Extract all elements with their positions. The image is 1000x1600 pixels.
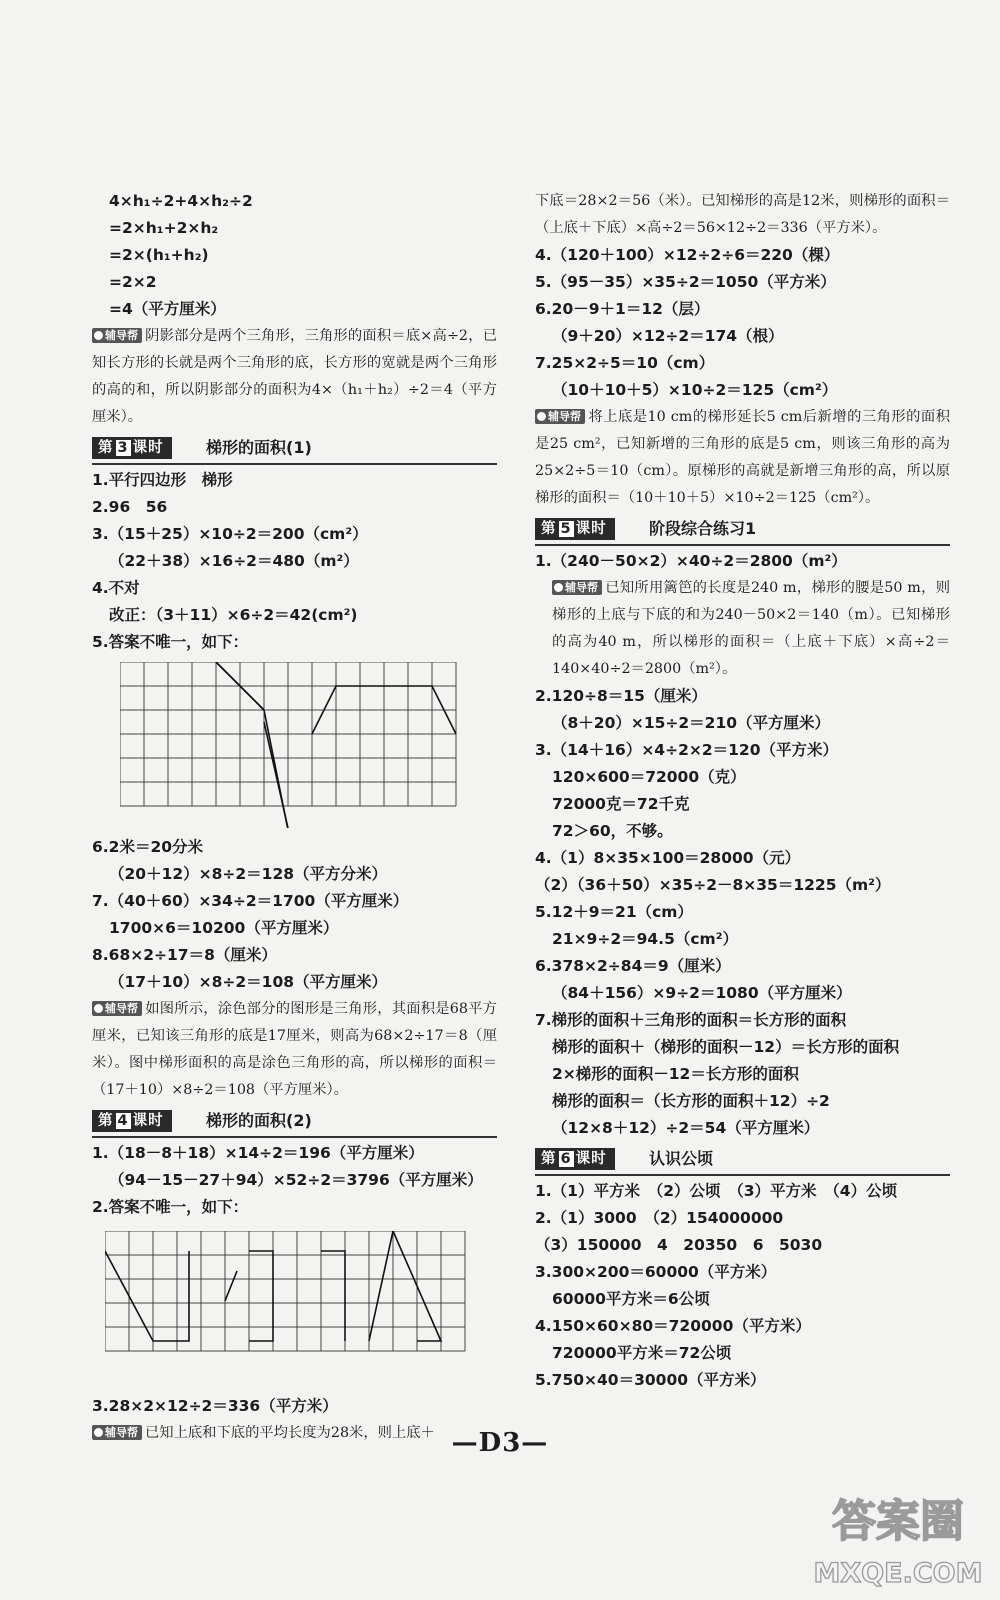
answer-line: 4×h₁÷2+4×h₂÷2 xyxy=(109,192,253,210)
tutor-icon xyxy=(537,412,546,421)
lesson3-answers xyxy=(92,467,497,656)
answer-line: 6.20－9＋1＝12（层） xyxy=(535,300,710,318)
left-column xyxy=(92,188,497,1447)
answer-line: 4.不对 xyxy=(92,579,140,597)
answer-line: 72000克＝72千克 xyxy=(552,795,690,813)
answer-line: （20＋12）×8÷2＝128（平方分米） xyxy=(109,865,388,883)
answer-line: （12×8＋12）÷2＝54（平方厘米） xyxy=(552,1119,820,1137)
lesson-header-4: 第 4 课时 梯形的面积(2) xyxy=(92,1107,497,1138)
tutor-note: 辅导帮 阴影部分是两个三角形，三角形的面积＝底×高÷2，已知长方形的长就是两个三角形的底，长方形的宽就是两个三角形的高的和，所以阴影部分的面积为4×（h₁＋h₂）÷2＝4（平方厘米）。 xyxy=(92,328,497,425)
answer-line: 6.2米＝20分米 xyxy=(92,838,204,856)
answer-line: 7.（40＋60）×34÷2＝1700（平方厘米） xyxy=(92,892,409,910)
answer-line: 120×600＝72000（克） xyxy=(552,768,746,786)
answer-line: 2.96 56 xyxy=(92,498,168,516)
tutor-tag: 辅导帮 xyxy=(92,1001,142,1016)
answer-line: 5.12＋9＝21（cm） xyxy=(535,903,693,921)
answer-line: 7.25×2÷5＝10（cm） xyxy=(535,354,715,372)
tutor-tag: 辅导帮 xyxy=(552,580,602,595)
lesson4-answers-b xyxy=(92,1393,497,1420)
answer-line: 2.答案不唯一，如下： xyxy=(92,1198,249,1216)
tutor-note: 辅导帮 将上底是10 cm的梯形延长5 cm后新增的三角形的面积是25 cm²，已知新增的三角形的底是5 cm，则该三角形的高为25×2÷5＝10（cm）。原梯形的高就是新增三角形的高，所以原梯形的面积＝（10＋10＋5）×10÷2＝125（cm²）。 xyxy=(535,409,950,506)
tutor-tag: 辅导帮 xyxy=(92,1425,142,1440)
answer-line: 5.750×40＝30000（平方米） xyxy=(535,1371,766,1389)
answer-line: 1700×6＝10200（平方厘米） xyxy=(109,919,339,937)
page-number: —D3— xyxy=(451,1428,549,1458)
tutor-note: 辅导帮 已知上底和下底的平均长度为28米，则上底＋ xyxy=(92,1420,497,1447)
answer-line: 1.（240－50×2）×40÷2＝2800（m²） xyxy=(535,552,847,570)
answer-line: =2×h₁+2×h₂ xyxy=(109,219,219,237)
trapezoid-grid-2 xyxy=(105,1231,467,1381)
answer-line: （22＋38）×16÷2＝480（m²） xyxy=(109,552,359,570)
answer-line: 60000平方米＝6公顷 xyxy=(552,1290,710,1308)
answer-line: 3.28×2×12÷2＝336（平方米） xyxy=(92,1397,338,1415)
answer-line: （94－15－27＋94）×52÷2＝3796（平方厘米） xyxy=(109,1171,483,1189)
grid-figure-2 xyxy=(92,1221,497,1393)
svg-text:MXQE.COM: MXQE.COM xyxy=(813,1558,983,1589)
answer-line: 8.68×2÷17＝8（厘米） xyxy=(92,946,277,964)
tutor-icon xyxy=(94,331,103,340)
answer-line: 2.（1）3000 （2）154000000 xyxy=(535,1209,784,1227)
watermark-logo xyxy=(810,1484,985,1592)
tutor-icon xyxy=(94,1004,103,1013)
answer-line: （17＋10）×8÷2＝108（平方厘米） xyxy=(109,973,388,991)
trapezoid-grid-1 xyxy=(120,662,465,828)
tutor-icon xyxy=(554,583,563,592)
answer-line: 4.（1）8×35×100＝28000（元） xyxy=(535,849,801,867)
answer-line: =4（平方厘米） xyxy=(109,300,226,318)
answer-line: 1.平行四边形 梯形 xyxy=(92,471,233,489)
lesson-header-6: 第 6 课时 认识公顷 xyxy=(535,1145,950,1176)
answer-line: 3.300×200＝60000（平方米） xyxy=(535,1263,777,1281)
answer-line: 1.（1）平方米 （2）公顷 （3）平方米 （4）公顷 xyxy=(535,1182,898,1200)
answer-line: （84＋156）×9÷2＝1080（平方厘米） xyxy=(552,984,852,1002)
answer-line: 5.（95－35）×35÷2＝1050（平方米） xyxy=(535,273,836,291)
answer-line: 72＞60，不够。 xyxy=(552,822,673,840)
continued-note: 下底＝28×2＝56（米）。已知梯形的高是12米，则梯形的面积＝（上底＋下底）×高÷2＝56×12÷2＝336（平方米）。 xyxy=(535,193,950,236)
answer-line: （8＋20）×15÷2＝210（平方厘米） xyxy=(552,714,831,732)
answer-line: =2×2 xyxy=(109,273,157,291)
answer-line: 2×梯形的面积－12＝长方形的面积 xyxy=(552,1065,799,1083)
lesson-title: 梯形的面积(2) xyxy=(206,1111,312,1130)
answer-line: 7.梯形的面积＋三角形的面积＝长方形的面积 xyxy=(535,1011,847,1029)
lesson6-answers xyxy=(535,1178,950,1394)
lesson-title: 阶段综合练习1 xyxy=(649,519,757,538)
answer-line: （2）（36＋50）×35÷2－8×35＝1225（m²） xyxy=(535,876,891,894)
answer-line: =2×(h₁+h₂) xyxy=(109,246,209,264)
answer-line: 21×9÷2＝94.5（cm²） xyxy=(552,930,738,948)
answer-line: 1.（18－8＋18）×14÷2＝196（平方厘米） xyxy=(92,1144,424,1162)
lesson-title: 梯形的面积(1) xyxy=(206,438,312,457)
answer-line: 3.（15＋25）×10÷2＝200（cm²） xyxy=(92,525,368,543)
lesson-header-5: 第 5 课时 阶段综合练习1 xyxy=(535,515,950,546)
answer-line: 梯形的面积＝（长方形的面积＋12）÷2 xyxy=(552,1092,830,1110)
answer-line: 3.（14＋16）×4÷2×2＝120（平方米） xyxy=(535,741,838,759)
answer-line: 改正：（3＋11）×6÷2＝42(cm²) xyxy=(109,606,358,624)
lesson-header-3: 第 3 课时 梯形的面积(1) xyxy=(92,434,497,465)
answer-line: 720000平方米＝72公顷 xyxy=(552,1344,732,1362)
lesson4-answers xyxy=(92,1140,497,1221)
tutor-tag: 辅导帮 xyxy=(535,409,585,424)
answer-line: （10＋10＋5）×10÷2＝125（cm²） xyxy=(552,381,838,399)
right-column xyxy=(535,188,950,1394)
tutor-note: 辅导帮 如图所示，涂色部分的图形是三角形，其面积是68平方厘米，已知该三角形的底是17厘米，则高为68×2÷17＝8（厘米）。图中梯形面积的高是涂色三角形的高，所以梯形的面积＝（17＋10）×8÷2＝108（平方厘米）。 xyxy=(92,1001,497,1098)
tutor-note: 辅导帮 已知所用篱笆的长度是240 m，梯形的腰是50 m，则梯形的上底与下底的和为240－50×2＝140（m）。已知梯形的高为40 m，所以梯形的面积＝（上底＋下底）×高÷2＝140×40÷2＝2800（m²）。 xyxy=(552,580,950,677)
answer-line: （3）150000 4 20350 6 5030 xyxy=(535,1236,823,1254)
tutor-tag: 辅导帮 xyxy=(92,328,142,343)
lesson-title: 认识公顷 xyxy=(649,1149,714,1168)
answer-line: 4.150×60×80＝720000（平方米） xyxy=(535,1317,811,1335)
answer-line: 2.120÷8＝15（厘米） xyxy=(535,687,707,705)
answer-line: 梯形的面积＋（梯形的面积－12）＝长方形的面积 xyxy=(552,1038,900,1056)
grid-figure-1 xyxy=(92,656,497,834)
answer-line: 4.（120＋100）×12÷2÷6＝220（棵） xyxy=(535,246,840,264)
answer-line: 6.378×2÷84＝9（厘米） xyxy=(535,957,731,975)
svg-text:答案圈: 答案圈 xyxy=(832,1496,964,1547)
lesson4-answers-cont xyxy=(535,242,950,404)
lesson3-answers-b xyxy=(92,834,497,996)
answer-line: 5.答案不唯一，如下： xyxy=(92,633,249,651)
solution-lines xyxy=(92,188,497,323)
answer-line: （9＋20）×12÷2＝174（根） xyxy=(552,327,784,345)
lesson5-answers xyxy=(535,683,950,1142)
